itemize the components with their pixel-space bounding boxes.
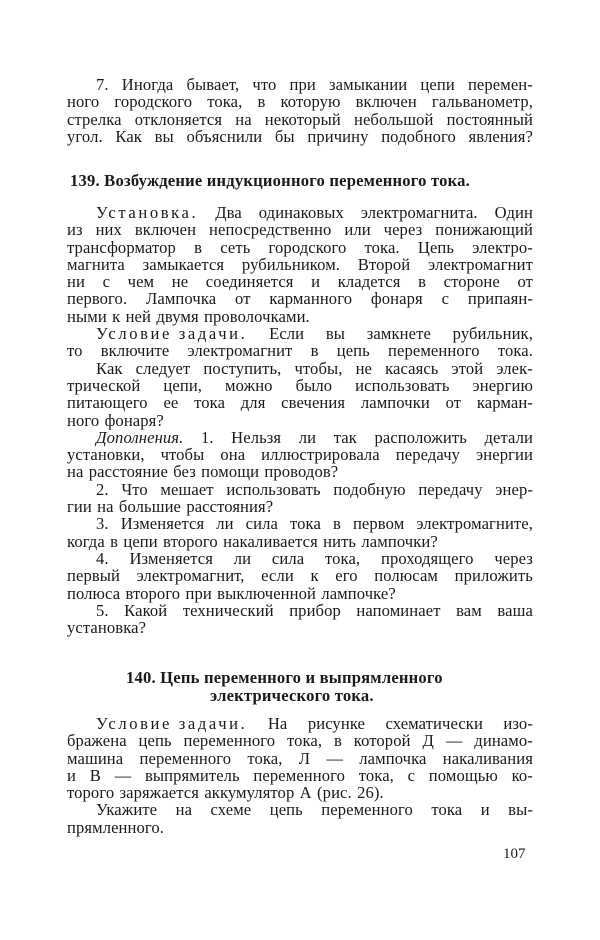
text-line: когда в цепи второго накаливается нить лампочки? <box>67 531 438 551</box>
text-line: первого. Лампочка от карманного фонаря с припаян- <box>67 289 533 309</box>
text-line: ного городского тока, в которую включен гальванометр, <box>67 92 533 112</box>
text-line: и В — выпрямитель переменного тока, с помощью ко- <box>67 765 533 785</box>
text-line: трансформатор в сеть городского тока. Цепь электро- <box>67 237 533 257</box>
text-line: 7. Иногда бывает, что при замыкании цепи перемен- <box>96 75 533 94</box>
text-line: 3. Изменяется ли сила тока в первом электромагните, <box>96 514 533 534</box>
text-line: бражена цепь переменного тока, в которой Д — динамо- <box>67 731 533 751</box>
text-line: на расстояние без помощи проводов? <box>67 462 339 482</box>
text-line: угол. Как вы объяснили бы причину подобного явления? <box>67 126 533 146</box>
text-line: 2. Что мешает использовать подобную передачу энер- <box>96 479 533 499</box>
text-line: Установка. Два одинаковых электромагнита. Один <box>96 203 533 222</box>
text-line: Условие задачи. Если вы замкнете рубильник, <box>96 324 533 344</box>
text-line: ни с чем не соединяется и кладется в стороне от <box>67 272 533 292</box>
section-140-heading-line1: 140. Цепь переменного и выпрямленного <box>126 668 443 687</box>
problem-7 <box>67 76 533 145</box>
text-line: то включите электромагнит в цепь переменного тока. <box>67 341 533 361</box>
text-line: Как следует поступить, чтобы, не касаясь этой элек- <box>96 358 533 378</box>
text-line: 4. Изменяется ли сила тока, проходящего через <box>96 548 533 568</box>
text-line: питающего ее тока для свечения лампочки от карман- <box>67 393 533 413</box>
text-line: полюса второго при выключенной лампочке? <box>67 583 396 603</box>
text-line: 5. Какой технический прибор напоминает вам ваша <box>96 600 533 620</box>
page-number: 107 <box>503 846 526 862</box>
text-line: стрелка отклоняется на некоторый небольшой постоянный <box>67 109 533 129</box>
text-line: магнита замыкается рубильником. Второй электромагнит <box>67 254 533 274</box>
section-139-heading: 139. Возбуждение индукционного переменного тока. <box>70 171 470 190</box>
paragraph-label: Условие задачи. <box>96 714 248 733</box>
text-line: первый электромагнит, если к его полюсам приложить <box>67 566 533 586</box>
text-line: ного фонаря? <box>67 410 164 430</box>
text-line: из них включен непосредственно или через понижающий <box>67 220 533 240</box>
text-line: Условие задачи. На рисунке схематически изо- <box>96 714 533 733</box>
text-line: Укажите на схеме цепь переменного тока и вы- <box>96 800 533 820</box>
section-139-body <box>67 204 533 636</box>
text-line: машина переменного тока, Л — лампочка накаливания <box>67 748 533 768</box>
text-line: ными к ней двумя проволочками. <box>67 306 310 326</box>
text-line: установка? <box>67 618 147 638</box>
text-line: Дополнения. 1. Нельзя ли так расположить детали <box>96 427 533 447</box>
text-line: установки, чтобы она иллюстрировала передачу энергии <box>67 445 533 465</box>
text-line: торого заряжается аккумулятор А (рис. 26). <box>67 783 384 803</box>
section-140-body <box>67 715 533 836</box>
paragraph-label: Установка. <box>96 203 199 222</box>
text-line: прямленного. <box>67 817 165 837</box>
text-line: гии на большие расстояния? <box>67 497 274 517</box>
section-140-heading-line2: электрического тока. <box>210 686 374 705</box>
text-line: трической цепи, можно было использовать энергию <box>67 375 533 395</box>
paragraph-label: Дополнения. <box>96 427 184 447</box>
paragraph-label: Условие задачи. <box>96 324 248 344</box>
